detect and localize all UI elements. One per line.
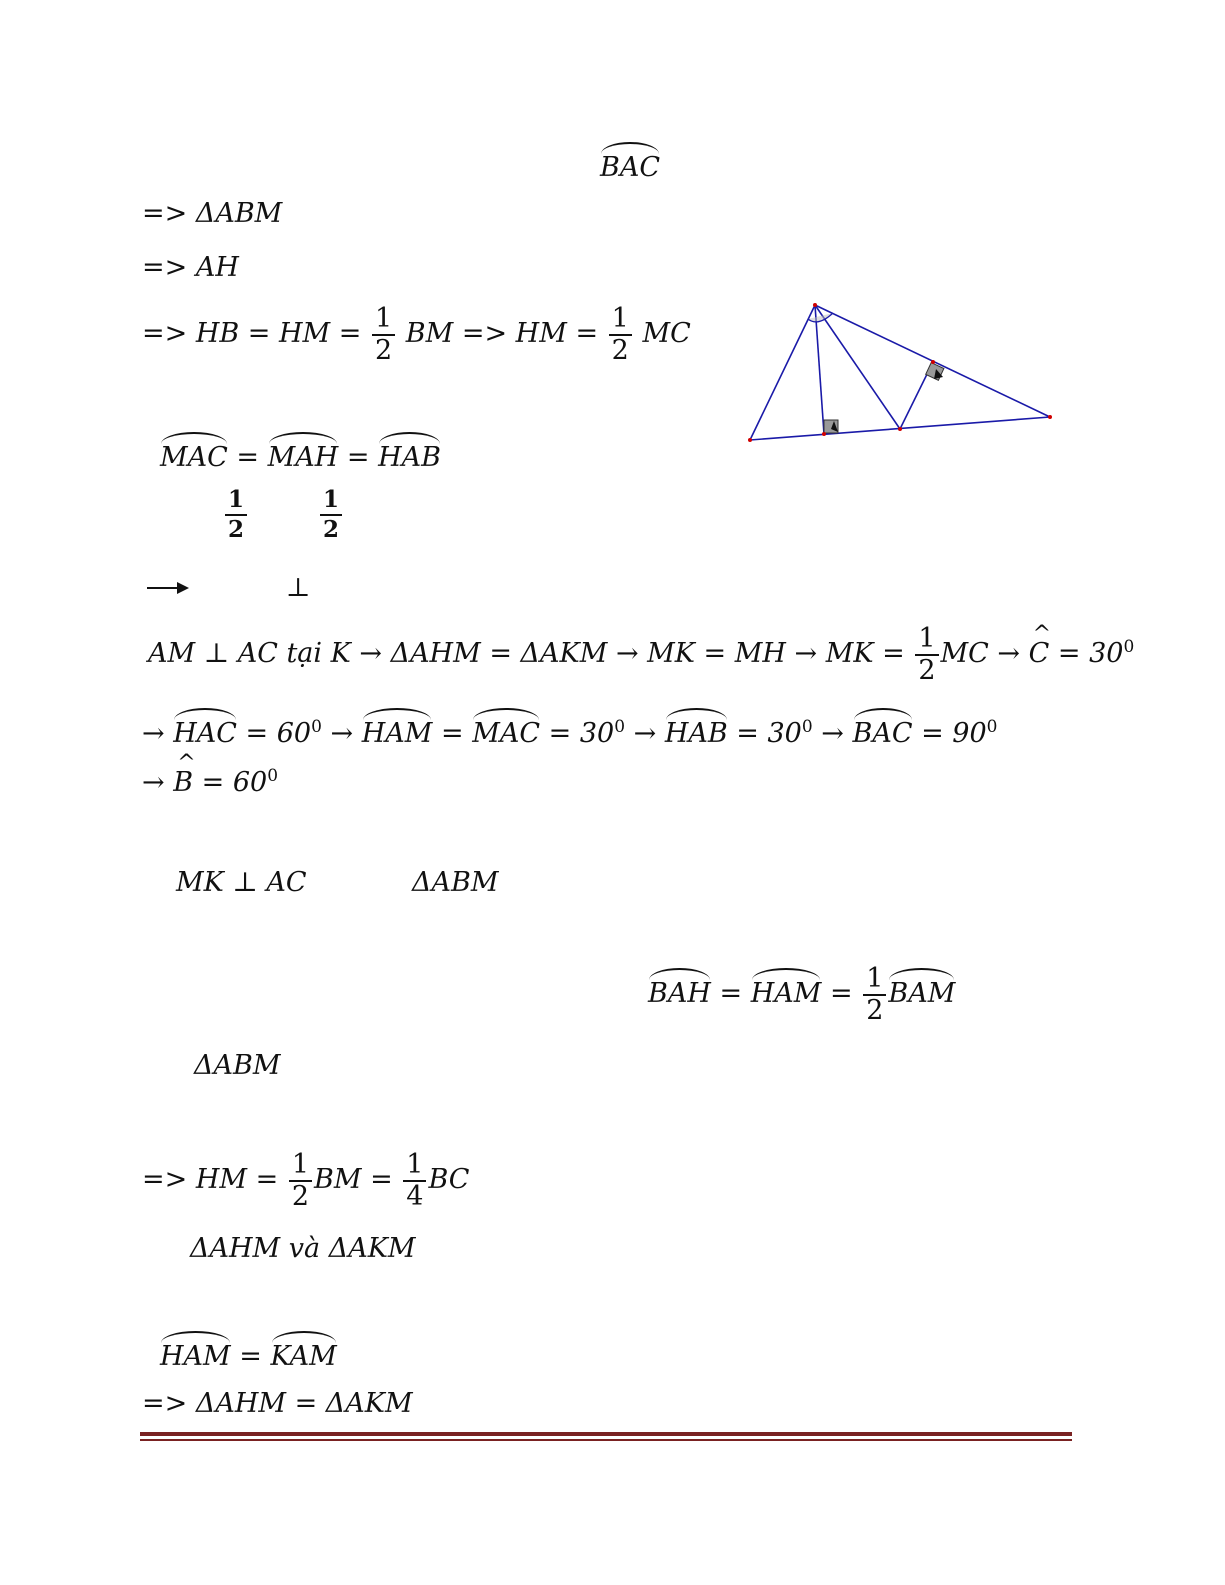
angle-bac: BAC <box>600 148 660 181</box>
fraction-half: $\frac{1}{2}$ <box>915 624 938 685</box>
line-2: => ΔABM <box>142 198 283 229</box>
fraction-half: $\frac{1}{2}$ <box>863 964 886 1025</box>
line-16: HAM = KAM <box>160 1337 337 1370</box>
line-4 <box>142 304 691 365</box>
footer-rule-thin <box>140 1439 1072 1441</box>
line-17: => ΔAHM = ΔAKM <box>142 1388 413 1419</box>
angle-b-hat: ^ B <box>173 769 193 796</box>
line-6-frac-b: 1 2 <box>320 486 342 543</box>
fraction-half: $\frac{1}{2}$ <box>289 1150 312 1211</box>
side-ab <box>750 305 815 440</box>
fraction-half: $\frac{1}{2}$ <box>372 304 395 365</box>
line-10: → ^ $B = 60^0$ <box>142 768 278 796</box>
line-15: ΔAHM và ΔAKM <box>190 1233 416 1264</box>
arrow-icon <box>147 580 189 594</box>
line-14: => HM = $\frac{1}{2}$ BM = $\frac{1}{4}$ BC <box>142 1149 470 1212</box>
point-a <box>813 303 817 307</box>
eq-part-b: BM => HM = <box>405 318 607 350</box>
line-1 <box>600 148 660 181</box>
median-am <box>815 305 900 429</box>
altitude-ah <box>815 305 824 434</box>
triangle-figure <box>738 293 1068 453</box>
perp-symbol: ⊥ <box>286 573 311 603</box>
point-h <box>822 432 826 436</box>
point-b <box>748 438 752 442</box>
fraction-quarter: $\frac{1}{4}$ <box>403 1150 426 1211</box>
line-6-frac-a: 1 2 <box>225 486 247 543</box>
angle-mah: MAH <box>268 438 339 471</box>
point-c <box>1048 415 1052 419</box>
line-5: MAC = MAH = HAB <box>160 438 441 471</box>
line-11a: MK ⊥ AC <box>176 867 307 898</box>
line-11b: ΔABM <box>412 867 499 898</box>
footer-rule <box>140 1432 1072 1436</box>
angle-hab: HAB <box>378 438 441 471</box>
angle-mac: MAC <box>160 438 228 471</box>
line-9: → HAC = $60^0$ → HAM = MAC = $30^0$ → HAB = $30^0$ → BAC = $90^0$ <box>142 714 998 747</box>
line-8: AM ⊥ AC tại K → ΔAHM = ΔAKM → MK = MH → MK = $\frac{1}{2}$ MC → ^ $C = 30^0$ <box>148 624 1134 685</box>
fraction-half: $\frac{1}{2}$ <box>609 304 632 365</box>
eq-part-c: MC <box>642 318 691 350</box>
point-k <box>931 360 935 364</box>
eq-part-a: => HB = HM = <box>142 318 370 350</box>
line-13: ΔABM <box>194 1050 281 1081</box>
line-12: BAH = HAM = $\frac{1}{2}$ BAM <box>648 963 956 1026</box>
line-3: => AH <box>142 252 239 283</box>
point-m <box>898 427 902 431</box>
angle-c-hat: ^ C <box>1029 640 1050 667</box>
